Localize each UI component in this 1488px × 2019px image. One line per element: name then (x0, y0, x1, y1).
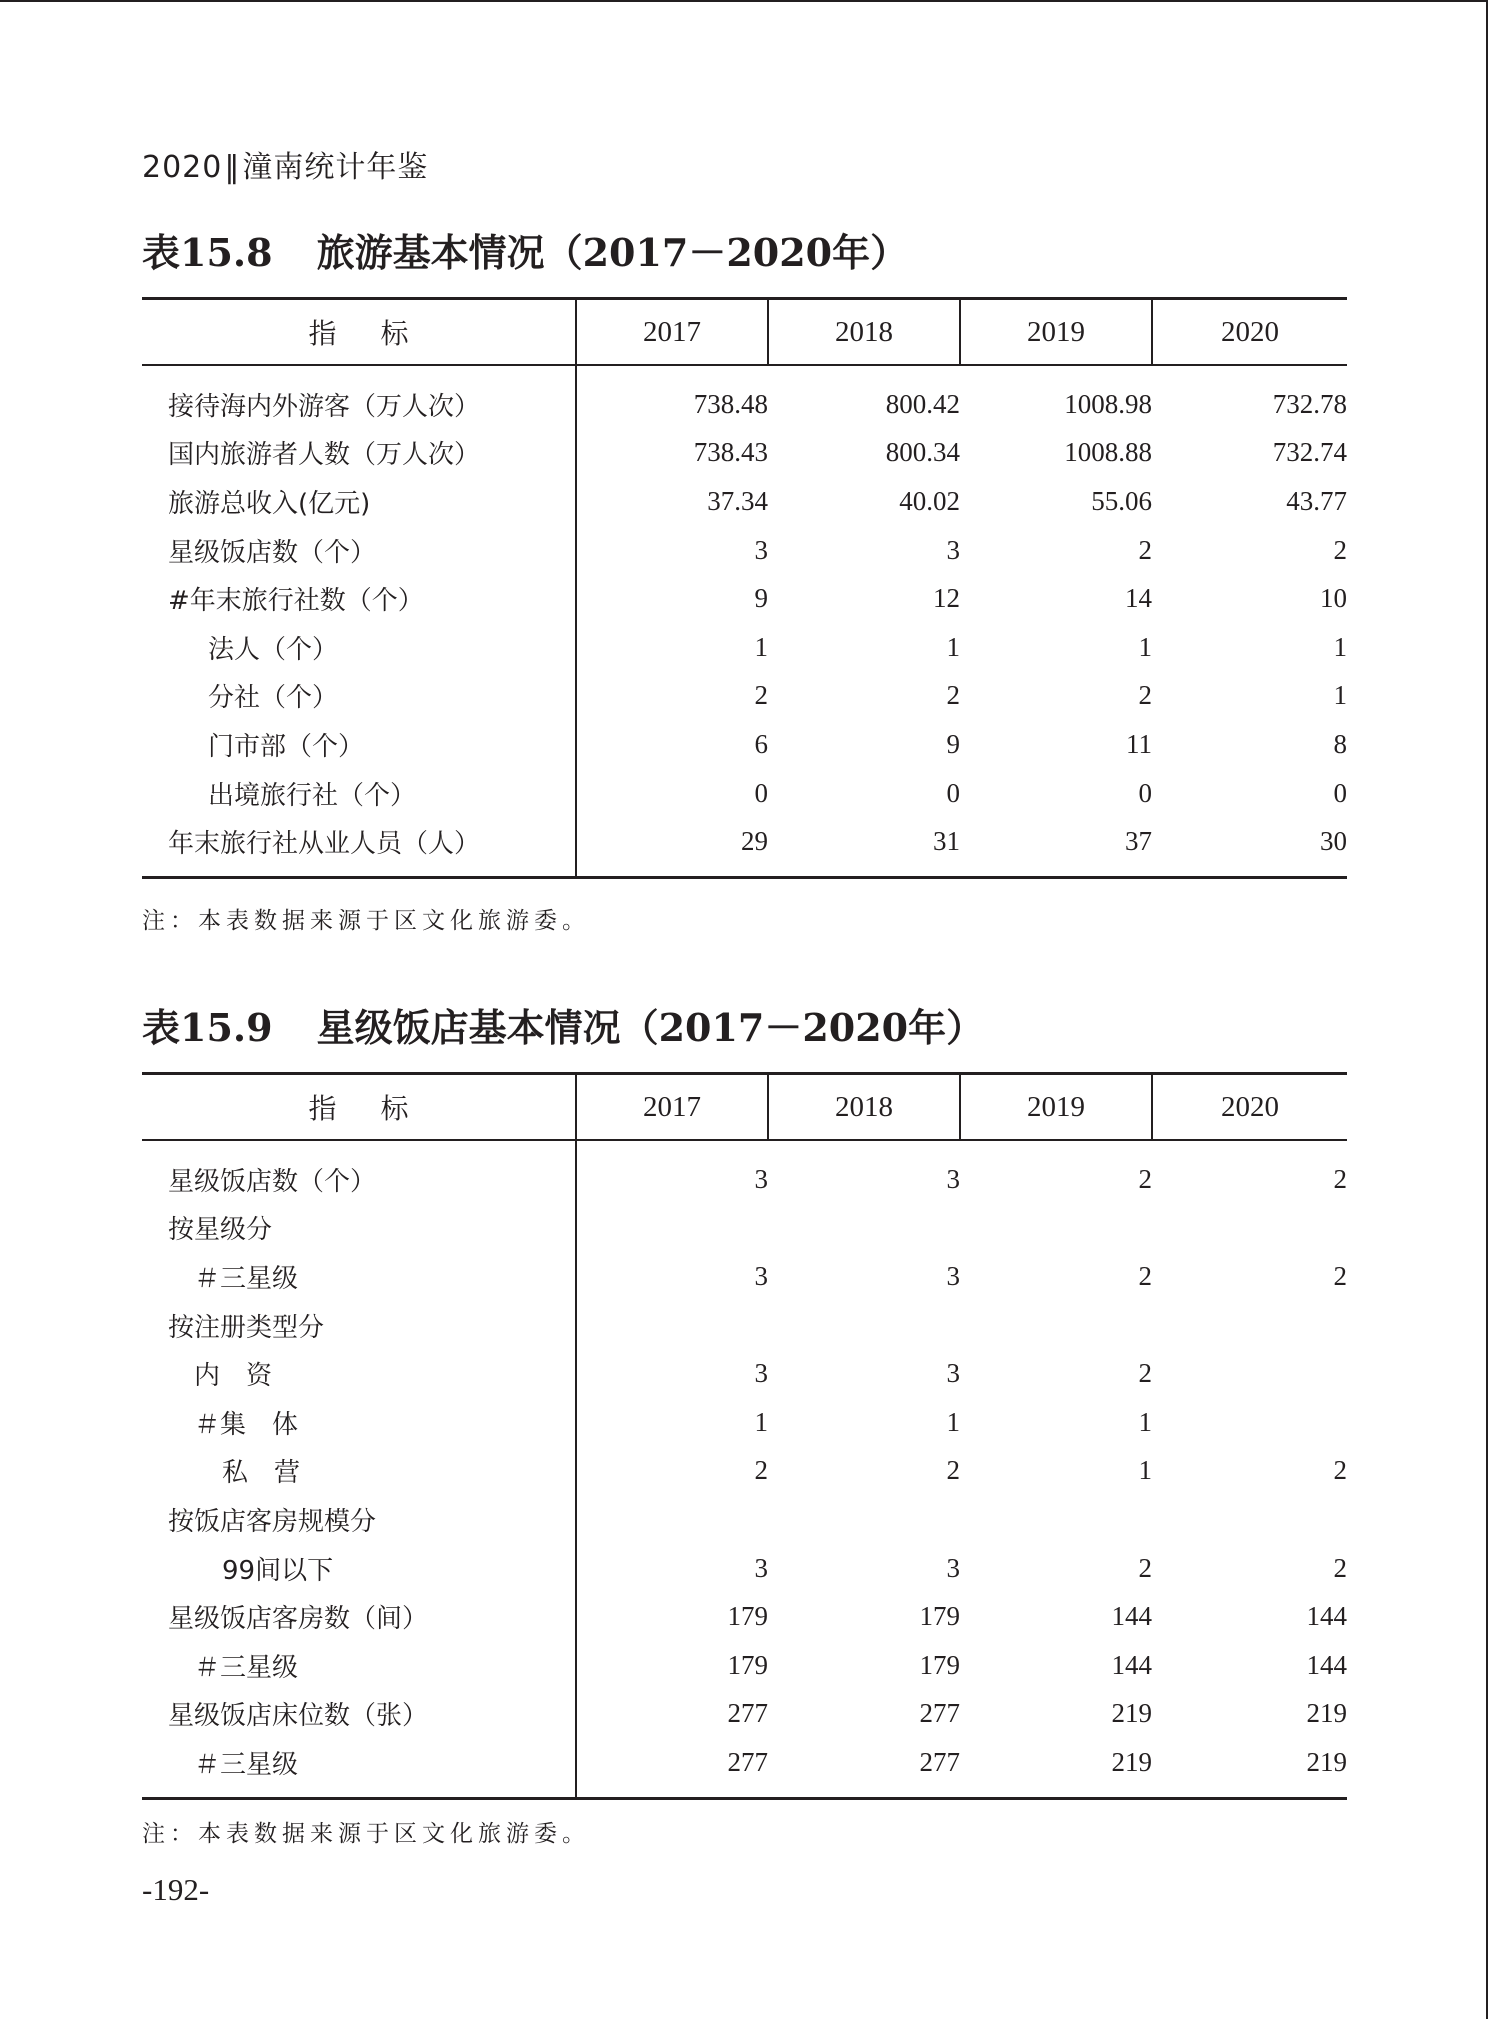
cell-value: 43.77 (1286, 485, 1347, 516)
cell-value: 2 (1138, 1260, 1152, 1291)
cell-value: 2 (1333, 1260, 1347, 1291)
cell-value: 277 (727, 1746, 768, 1777)
cell-value (576, 1301, 768, 1350)
table-row (142, 526, 1347, 575)
cell-value (768, 1204, 960, 1253)
table-row (142, 1140, 1347, 1204)
cell-value: 2 (1138, 1552, 1152, 1583)
cell-value (960, 1204, 1152, 1253)
table-row (142, 574, 1347, 623)
table1-header-year: 2019 (960, 299, 1152, 366)
cell-value (960, 1301, 1152, 1350)
row-label: 私 营 (142, 1447, 576, 1496)
cell-value: 30 (1320, 826, 1347, 857)
cell-value: 0 (754, 777, 768, 808)
cell-value (1152, 1495, 1347, 1544)
table1-note: 注：本表数据来源于区文化旅游委。 (142, 908, 590, 934)
cell-value: 3 (754, 534, 768, 565)
row-label: 按饭店客房规模分 (142, 1495, 576, 1544)
table2-title: 星级饭店基本情况（2017－2020年） (316, 1005, 985, 1050)
cell-value: 738.48 (693, 388, 768, 419)
cell-value (1152, 1301, 1347, 1350)
cell-value: 2 (754, 680, 768, 711)
row-label: 星级饭店床位数（张） (142, 1690, 576, 1739)
table2-star-hotels (142, 1072, 1347, 1800)
table-row (142, 1301, 1347, 1350)
cell-value: 277 (727, 1698, 768, 1729)
cell-value: 1008.98 (1064, 388, 1152, 419)
cell-value: 144 (1306, 1649, 1347, 1680)
table2-header-row (142, 1074, 1347, 1141)
row-label: 法人（个） (142, 623, 576, 672)
cell-value: 2 (1138, 1163, 1152, 1194)
cell-value: 1 (946, 1406, 960, 1437)
cell-value: 31 (933, 826, 960, 857)
cell-value: 277 (919, 1698, 960, 1729)
cell-value: 179 (919, 1601, 960, 1632)
table-row (142, 1447, 1347, 1496)
table1-header-year: 2017 (576, 299, 768, 366)
table-row (142, 477, 1347, 526)
cell-value: 144 (1111, 1649, 1152, 1680)
cell-value: 277 (919, 1746, 960, 1777)
row-label: 门市部（个） (142, 720, 576, 769)
cell-value (1152, 1349, 1347, 1398)
cell-value: 1 (1333, 680, 1347, 711)
row-label: 按注册类型分 (142, 1301, 576, 1350)
table1-header-year: 2018 (768, 299, 960, 366)
cell-value (768, 1301, 960, 1350)
cell-value: 0 (1138, 777, 1152, 808)
cell-value: 1 (1138, 1455, 1152, 1486)
cell-value: 9 (946, 728, 960, 759)
cell-value: 732.78 (1272, 388, 1347, 419)
cell-value: 219 (1111, 1698, 1152, 1729)
row-label: ＃三星级 (142, 1252, 576, 1301)
table-row (142, 817, 1347, 877)
table2-header-year: 2019 (960, 1074, 1152, 1141)
table-row (142, 1495, 1347, 1544)
cell-value: 37 (1125, 826, 1152, 857)
cell-value: 14 (1125, 583, 1152, 614)
table-row (142, 720, 1347, 769)
cell-value: 219 (1306, 1746, 1347, 1777)
cell-value: 179 (919, 1649, 960, 1680)
cell-value: 3 (754, 1163, 768, 1194)
cell-value (576, 1204, 768, 1253)
cell-value: 2 (946, 680, 960, 711)
table-row (142, 1592, 1347, 1641)
cell-value: 1 (754, 631, 768, 662)
cell-value: 1 (1138, 1406, 1152, 1437)
table1-caption (142, 222, 908, 277)
running-header-separator: ‖ (224, 150, 241, 185)
cell-value: 144 (1306, 1601, 1347, 1632)
table-row (142, 1738, 1347, 1798)
row-label: 旅游总收入(亿元) (142, 477, 576, 526)
cell-value: 2 (1333, 1552, 1347, 1583)
cell-value: 1008.88 (1064, 437, 1152, 468)
cell-value (960, 1495, 1152, 1544)
cell-value: 0 (946, 777, 960, 808)
cell-value (1152, 1398, 1347, 1447)
cell-value: 179 (727, 1601, 768, 1632)
row-label: 星级饭店数（个） (142, 526, 576, 575)
cell-value: 3 (946, 1163, 960, 1194)
row-label: 内 资 (142, 1349, 576, 1398)
cell-value: 1 (754, 1406, 768, 1437)
cell-value: 1 (1138, 631, 1152, 662)
row-label: ＃集 体 (142, 1398, 576, 1447)
row-label: 分社（个） (142, 672, 576, 721)
cell-value: 219 (1306, 1698, 1347, 1729)
cell-value (576, 1495, 768, 1544)
row-label: #年末旅行社数（个） (142, 574, 576, 623)
cell-value: 2 (1333, 1163, 1347, 1194)
cell-value: 3 (946, 1358, 960, 1389)
cell-value: 2 (1138, 534, 1152, 565)
table-row (142, 365, 1347, 429)
cell-value: 2 (1333, 1455, 1347, 1486)
cell-value: 55.06 (1091, 485, 1152, 516)
table1-header-year: 2020 (1152, 299, 1347, 366)
cell-value: 10 (1320, 583, 1347, 614)
table-row (142, 1349, 1347, 1398)
row-label: ＃三星级 (142, 1738, 576, 1798)
table2-header-year: 2018 (768, 1074, 960, 1141)
table2-header-indicator: 指 标 (142, 1074, 576, 1141)
running-header-year: 2020 (142, 150, 223, 185)
cell-value: 0 (1333, 777, 1347, 808)
table1-header-row (142, 299, 1347, 366)
table1-title: 旅游基本情况（2017－2020年） (316, 230, 909, 275)
table-row (142, 1204, 1347, 1253)
table-row (142, 1398, 1347, 1447)
row-label: 99间以下 (142, 1544, 576, 1593)
cell-value: 179 (727, 1649, 768, 1680)
cell-value: 738.43 (693, 437, 768, 468)
row-label: 按星级分 (142, 1204, 576, 1253)
cell-value (1152, 1204, 1347, 1253)
table1-header-indicator: 指 标 (142, 299, 576, 366)
table1-number: 表15.8 (142, 230, 273, 275)
cell-value (768, 1495, 960, 1544)
table-row (142, 1690, 1347, 1739)
cell-value: 3 (754, 1260, 768, 1291)
row-label: 国内旅游者人数（万人次） (142, 429, 576, 478)
row-label: 星级饭店数（个） (142, 1140, 576, 1204)
table1-tourism-basics (142, 297, 1347, 879)
cell-value: 8 (1333, 728, 1347, 759)
row-label: 星级饭店客房数（间） (142, 1592, 576, 1641)
cell-value: 1 (1333, 631, 1347, 662)
table-row (142, 429, 1347, 478)
cell-value: 732.74 (1272, 437, 1347, 468)
cell-value: 2 (1138, 1358, 1152, 1389)
cell-value: 2 (754, 1455, 768, 1486)
cell-value: 2 (1138, 680, 1152, 711)
cell-value: 3 (946, 1260, 960, 1291)
cell-value: 37.34 (707, 485, 768, 516)
table2-header-year: 2017 (576, 1074, 768, 1141)
page-border-top (0, 0, 1488, 2)
cell-value: 3 (946, 534, 960, 565)
cell-value: 40.02 (899, 485, 960, 516)
table-row (142, 623, 1347, 672)
cell-value: 3 (946, 1552, 960, 1583)
table-row (142, 672, 1347, 721)
page-number: -192- (142, 1872, 210, 1907)
row-label: 接待海内外游客（万人次） (142, 365, 576, 429)
table2-header-year: 2020 (1152, 1074, 1347, 1141)
cell-value: 12 (933, 583, 960, 614)
table-row (142, 769, 1347, 818)
table2-note: 注：本表数据来源于区文化旅游委。 (142, 1821, 590, 1847)
table2-number: 表15.9 (142, 1005, 273, 1050)
row-label: 出境旅行社（个） (142, 769, 576, 818)
cell-value: 2 (1333, 534, 1347, 565)
cell-value: 3 (754, 1358, 768, 1389)
cell-value: 1 (946, 631, 960, 662)
running-header-book-title: 潼南统计年鉴 (242, 150, 429, 185)
cell-value: 3 (754, 1552, 768, 1583)
table-row (142, 1252, 1347, 1301)
cell-value: 29 (741, 826, 768, 857)
cell-value: 11 (1126, 728, 1152, 759)
running-header (142, 142, 428, 186)
cell-value: 800.42 (885, 388, 960, 419)
cell-value: 2 (946, 1455, 960, 1486)
row-label: ＃三星级 (142, 1641, 576, 1690)
cell-value: 219 (1111, 1746, 1152, 1777)
row-label: 年末旅行社从业人员（人） (142, 817, 576, 877)
table-row (142, 1641, 1347, 1690)
table-row (142, 1544, 1347, 1593)
cell-value: 6 (754, 728, 768, 759)
table2-caption (142, 997, 984, 1052)
cell-value: 9 (754, 583, 768, 614)
cell-value: 800.34 (885, 437, 960, 468)
cell-value: 144 (1111, 1601, 1152, 1632)
